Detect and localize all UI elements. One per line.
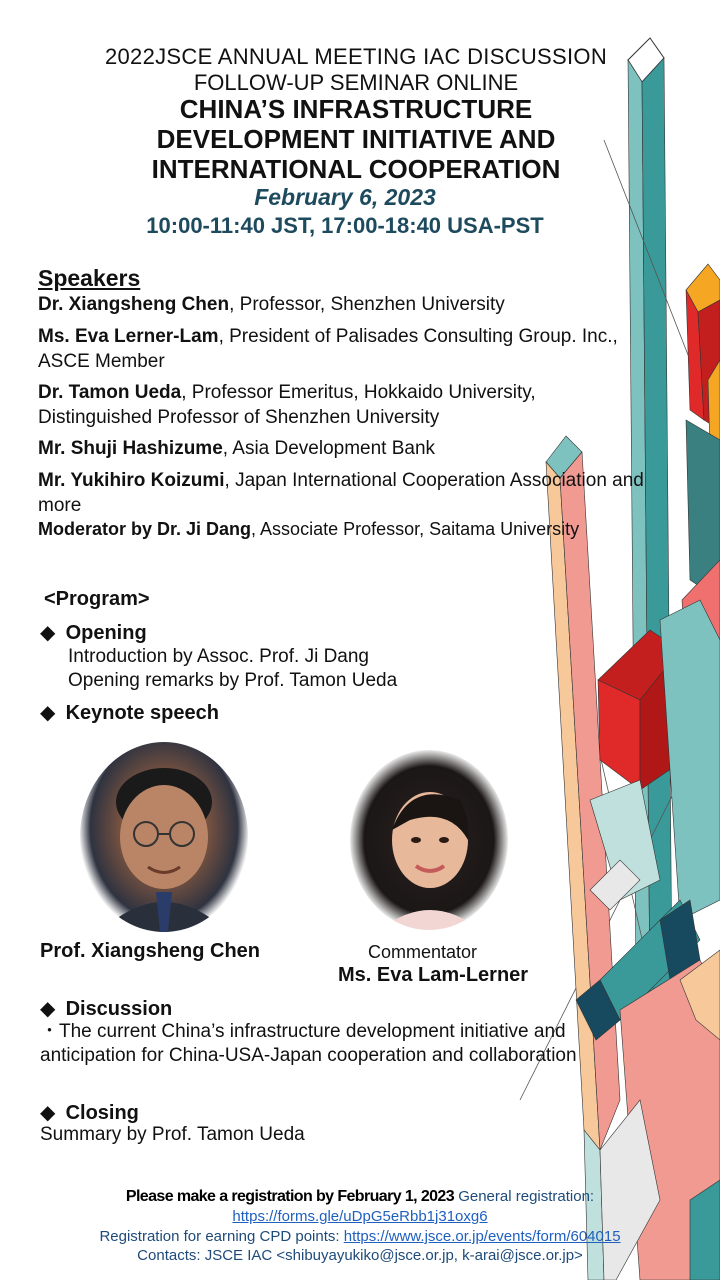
discussion-text: ・The current China’s infrastructure development initiative and anticipation for China-USA-Japan cooperation and collaboration [40,1021,577,1066]
discussion-heading [40,996,172,1021]
event-time: 10:00-11:40 JST, 17:00-18:40 USA-PST [146,213,544,238]
keynote-heading [40,700,219,725]
event-title-line-1: CHINA’S INFRASTRUCTURE [179,94,533,124]
registration-deadline: Please make a registration by February 1, 2023 [125,1188,455,1205]
moderator-item [38,518,598,541]
closing-text: Summary by Prof. Tamon Ueda [40,1124,305,1145]
closing-heading [40,1100,139,1125]
keynote-speaker-caption: Prof. Xiangsheng Chen [40,940,261,962]
diamond-bullet-icon: ◆ [40,1102,56,1124]
closing-label: Closing [65,1102,139,1124]
keynote-label: Keynote speech [65,702,219,724]
cpd-registration-link[interactable]: https://www.jsce.or.jp/events/form/604015 [343,1228,621,1245]
speaker-desc: , Professor, Shenzhen University [229,294,505,315]
diamond-bullet-icon: ◆ [40,622,56,644]
speaker-desc: , Asia Development Bank [222,438,436,459]
event-series-line: 2022JSCE ANNUAL MEETING IAC DISCUSSION [104,44,608,69]
cpd-registration-label: Registration for earning CPD points: [99,1228,340,1245]
speaker-item [38,324,648,374]
speaker-name: Mr. Shuji Hashizume [38,438,223,459]
event-date: February 6, 2023 [254,184,436,210]
keynote-speaker-photo [80,742,248,932]
speaker-item [38,380,650,430]
event-title-line-2: DEVELOPMENT INITIATIVE AND [156,124,556,154]
speaker-desc: , President of Palisades Consulting Group. Inc., ASCE Member [38,326,618,372]
general-registration-link[interactable]: https://forms.gle/uDpG5eRbb1j31oxg6 [232,1208,488,1225]
discussion-label: Discussion [65,998,173,1020]
general-registration-label: General registration: [458,1188,595,1205]
speaker-name: Ms. Eva Lerner-Lam [38,326,219,347]
general-registration-line [0,1207,720,1227]
speaker-desc: , Japan International Cooperation Association and more [38,470,644,516]
contacts-line: Contacts: JSCE IAC <shibuyayukiko@jsce.or.jp, k-arai@jsce.or.jp> [137,1247,583,1264]
speaker-name: Dr. Tamon Ueda [38,382,182,403]
commentator-photo [350,750,508,930]
speaker-name: Mr. Yukihiro Koizumi [38,470,225,491]
speaker-item [38,468,648,518]
commentator-label: Commentator [368,942,478,962]
opening-label: Opening [65,622,147,644]
event-title-line-3: INTERNATIONAL COOPERATION [151,154,561,184]
commentator-name: Ms. Eva Lam-Lerner [338,964,529,986]
opening-heading [40,620,147,645]
moderator-desc: , Associate Professor, Saitama University [251,519,580,539]
event-series-subline: FOLLOW-UP SEMINAR ONLINE [193,70,519,95]
opening-line-2: Opening remarks by Prof. Tamon Ueda [68,670,398,691]
speaker-name: Dr. Xiangsheng Chen [38,294,230,315]
registration-deadline-line [0,1187,720,1207]
speaker-item [38,436,648,461]
diamond-bullet-icon: ◆ [40,702,56,724]
opening-line-1: Introduction by Assoc. Prof. Ji Dang [68,646,369,667]
moderator-name: Moderator by Dr. Ji Dang [38,519,252,539]
speakers-heading: Speakers [38,265,141,291]
speaker-item [38,292,648,317]
speaker-desc: , Professor Emeritus, Hokkaido University, Distinguished Professor of Shenzhen University [38,382,536,428]
program-heading: <Program> [44,588,150,610]
diamond-bullet-icon: ◆ [40,998,56,1020]
cpd-registration-line [0,1227,720,1247]
